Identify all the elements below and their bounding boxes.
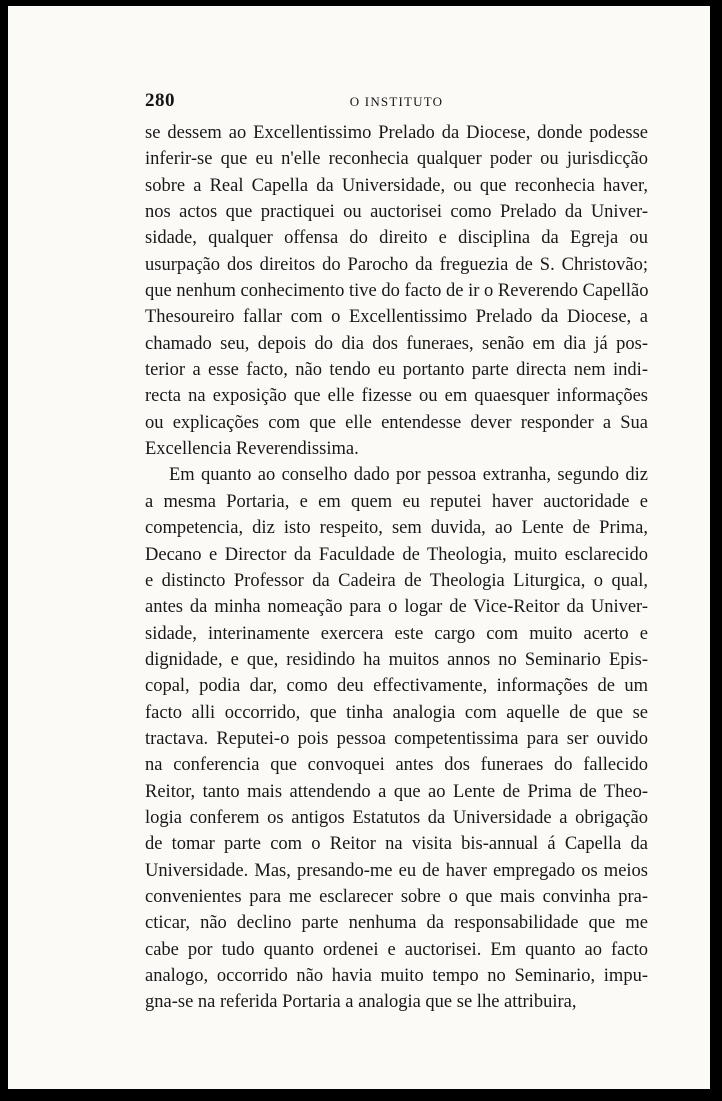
text-line: gna-se na referida Portaria a analogia que se lhe attribuira, xyxy=(145,992,577,1013)
text-line: analogo, occorrido não havia muito tempo no Seminario, impu- xyxy=(145,966,648,986)
text-line: tractava. Reputei-o pois pessoa competentissima para ser ouvido xyxy=(145,728,648,749)
running-head: O INSTITUTO xyxy=(349,94,444,109)
text-line: terior a esse facto, não tendo eu portanto parte directa nem indi- xyxy=(145,360,648,381)
text-line: Em quanto ao conselho dado por pessoa extranha, segundo diz xyxy=(169,465,648,486)
text-line: sidade, interinamente exercera este cargo com muito acerto e xyxy=(145,623,648,644)
text-line: copal, podia dar, como deu effectivamente, informações de um xyxy=(145,676,648,697)
text-line: se dessem ao Excellentissimo Prelado da Diocese, donde podesse xyxy=(145,123,648,143)
text-line: sidade, qualquer offensa do direito e disciplina da Egreja ou xyxy=(145,228,648,249)
text-line: que nenhum conhecimento tive do facto de ir o Reverendo Capellão xyxy=(145,281,649,302)
text-line: Universidade. Mas, presando-me eu de haver empregado os meios xyxy=(145,860,648,881)
text-line: ou explicações com que elle entendesse dever responder a Sua xyxy=(145,412,648,433)
text-line: logia conferem os antigos Estatutos da Universidade a obrigação xyxy=(145,807,648,828)
book-page xyxy=(8,6,710,1089)
text-line: recta na exposição que elle fizesse ou em quaesquer informações xyxy=(145,386,648,407)
page-header xyxy=(145,90,648,118)
text-line: na conferencia que convoquei antes dos funeraes do fallecido xyxy=(145,755,648,776)
text-line: de tomar parte com o Reitor na visita bis-annual á Capella da xyxy=(145,834,648,855)
body-text xyxy=(145,120,648,1016)
text-line: facto alli occorrido, que tinha analogia com aquelle de que se xyxy=(145,702,648,723)
text-line: nos actos que practiquei ou auctorisei como Prelado da Univer- xyxy=(145,202,648,223)
text-line: usurpação dos direitos do Parocho da freguezia de S. Christovão; xyxy=(145,254,648,275)
text-line: sobre a Real Capella da Universidade, ou que reconhecia haver, xyxy=(145,175,648,196)
text-line: inferir-se que eu n'elle reconhecia qualquer poder ou jurisdicção xyxy=(145,149,648,170)
text-line: a mesma Portaria, e em quem eu reputei haver auctoridade e xyxy=(145,491,648,512)
text-line: Excellencia Reverendissima. xyxy=(145,439,359,460)
paragraph xyxy=(145,120,648,462)
text-line: cabe por tudo quanto ordenei e auctorisei. Em quanto ao facto xyxy=(145,939,648,960)
text-line: cticar, não declino parte nenhuma da responsabilidade que me xyxy=(145,913,648,934)
text-line: antes da minha nomeação para o logar de Vice-Reitor da Univer- xyxy=(145,597,648,618)
text-line: Thesoureiro fallar com o Excellentissimo Prelado da Diocese, a xyxy=(145,307,648,328)
page-number: 280 xyxy=(145,90,175,111)
text-line: Decano e Director da Faculdade de Theologia, muito esclarecido xyxy=(145,544,648,565)
text-line: chamado seu, depois do dia dos funeraes, senão em dia já pos- xyxy=(145,333,648,354)
text-line: convenientes para me esclarecer sobre o que mais convinha pra- xyxy=(145,886,648,907)
text-line: dignidade, e que, residindo ha muitos annos no Seminario Epis- xyxy=(145,649,648,670)
paragraph xyxy=(145,462,648,1015)
text-line: e distincto Professor da Cadeira de Theologia Liturgica, o qual, xyxy=(145,570,648,591)
text-line: competencia, diz isto respeito, sem duvida, ao Lente de Prima, xyxy=(145,518,648,539)
text-line: Reitor, tanto mais attendendo a que ao Lente de Prima de Theo- xyxy=(145,781,648,802)
